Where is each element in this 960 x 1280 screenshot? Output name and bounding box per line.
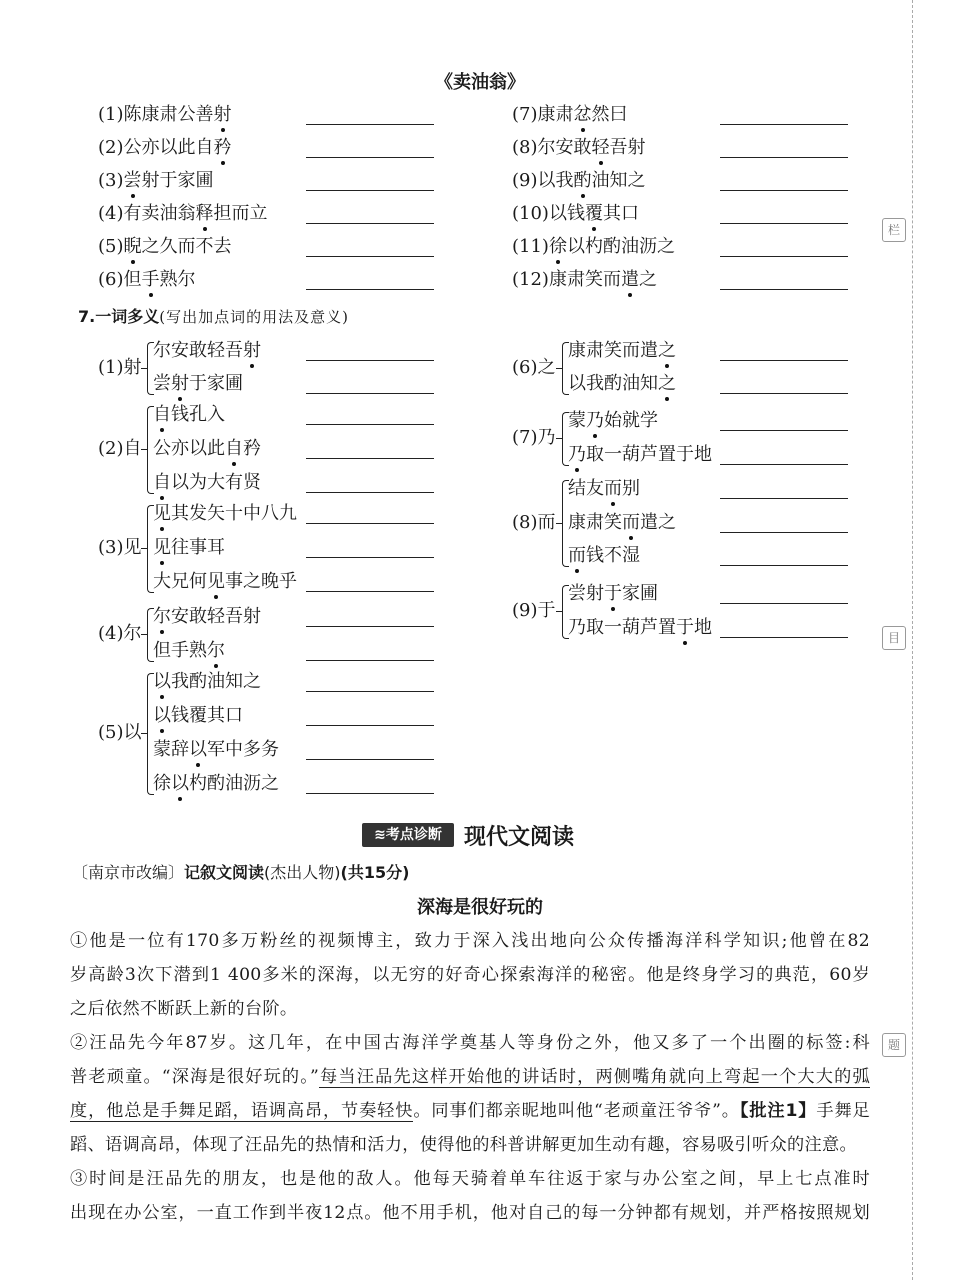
dotted-char: 乃 xyxy=(568,444,586,465)
paragraph-line: 岁高龄3次下潜到1 400多米的深海，以无穷的好奇心探索海洋的秘密。他是终身学习的典范，60岁 xyxy=(70,965,870,985)
text-pre: 蒙辞 xyxy=(153,739,189,760)
text-post: 于家圃 xyxy=(189,373,243,394)
text-post: 取一葫芦置于地 xyxy=(586,444,712,465)
answer-blank[interactable] xyxy=(720,603,848,604)
dotted-char: 徐 xyxy=(548,236,567,257)
answer-blank[interactable] xyxy=(306,793,434,794)
exam-point-banner: ≋考点诊断 xyxy=(362,823,454,847)
answer-blank[interactable] xyxy=(720,256,848,257)
dotted-char: 自 xyxy=(153,472,171,493)
dotted-char: 以 xyxy=(153,671,171,692)
dotted-char: 见 xyxy=(207,571,225,592)
text-pre: 尝 xyxy=(153,373,171,394)
group-item xyxy=(568,583,658,605)
text-pre: (7)康肃 xyxy=(512,104,574,125)
group-item xyxy=(568,512,676,534)
group-label: (8)而 xyxy=(512,511,556,533)
text-pre: 公亦以此 xyxy=(153,438,225,459)
text-post: 担而立 xyxy=(213,203,268,224)
group-item xyxy=(568,340,676,362)
group-item xyxy=(153,640,225,662)
answer-blank[interactable] xyxy=(720,637,848,638)
answer-blank[interactable] xyxy=(306,289,434,290)
essay-title: 深海是很好玩的 xyxy=(417,897,543,918)
dotted-char: 自 xyxy=(225,438,243,459)
dotted-char: 睨 xyxy=(123,236,142,257)
dotted-char: 之 xyxy=(658,340,676,361)
group-item xyxy=(568,444,712,466)
dotted-char: 于 xyxy=(604,583,622,604)
group-item xyxy=(153,438,261,460)
dotted-char: 以 xyxy=(171,773,189,794)
text-post: 事之晚乎 xyxy=(225,571,297,592)
dotted-char: 释 xyxy=(195,203,214,224)
dotted-char: 射 xyxy=(171,373,189,394)
answer-blank[interactable] xyxy=(720,157,848,158)
q6-left-item xyxy=(98,170,214,192)
q6-left-item xyxy=(98,203,268,225)
paragraph-line: 之后依然不断跃上新的台阶。 xyxy=(70,999,298,1019)
side-tab-3[interactable]: 题 xyxy=(882,1033,906,1057)
group-item xyxy=(568,478,640,500)
paragraph-line: 蹈、语调高昂，体现了汪品先的热情和活力，使得他的科普讲解更加生动有趣，容易吸引听众的注意。 xyxy=(70,1135,857,1155)
answer-blank[interactable] xyxy=(720,464,848,465)
text-pre: 蒙 xyxy=(568,410,586,431)
q6-right-item xyxy=(512,203,639,225)
q6-right-item xyxy=(512,104,628,126)
group-label: (5)以 xyxy=(98,722,142,743)
answer-blank[interactable] xyxy=(720,289,848,290)
poem-title: 《卖油翁》 xyxy=(435,72,525,93)
paragraph-line: 出现在办公室，一直工作到半夜12点。他不用手机，他对自己的每一分钟都有规划，并严格按照规划 xyxy=(70,1203,870,1223)
answer-blank[interactable] xyxy=(306,759,434,760)
text-post: 吾射 xyxy=(609,137,646,158)
text-post: 其口 xyxy=(602,203,639,224)
annotation-marker: 【批注1】 xyxy=(739,1101,817,1121)
text-pre: 康肃笑 xyxy=(568,512,622,533)
group-item xyxy=(153,340,261,362)
text-post: 钱覆其口 xyxy=(171,705,243,726)
group-label: (9)于 xyxy=(512,600,556,621)
answer-blank[interactable] xyxy=(720,360,848,361)
dotted-char: 以 xyxy=(153,705,171,726)
paragraph-line: ③时间是汪品先的朋友，也是他的敌人。他每天骑着单车往返于家与办公室之间，早上七点准时 xyxy=(70,1169,870,1189)
answer-blank[interactable] xyxy=(306,223,434,224)
text-post: 军中多务 xyxy=(207,739,279,760)
group-item xyxy=(153,671,261,693)
group-label: (7)乃 xyxy=(512,427,556,448)
text-post: 安敢轻吾射 xyxy=(171,606,261,627)
answer-blank[interactable] xyxy=(306,124,434,125)
group-item xyxy=(153,373,243,395)
group-item xyxy=(568,373,676,395)
text-pre: (12)康肃笑而 xyxy=(512,269,621,290)
q7-note: (写出加点词的用法及意义) xyxy=(159,308,349,326)
q7-heading xyxy=(78,304,349,327)
q6-right-item xyxy=(512,137,646,159)
text-pre: 康肃笑而遣 xyxy=(568,340,658,361)
dotted-char: 轻 xyxy=(591,137,610,158)
answer-blank[interactable] xyxy=(720,223,848,224)
text-pre: (10)以钱 xyxy=(512,203,585,224)
source-type: 记叙文阅读 xyxy=(184,863,265,882)
text-post: 往事耳 xyxy=(171,537,225,558)
text-post: 以为大有贤 xyxy=(171,472,261,493)
dotted-char: 而 xyxy=(622,512,640,533)
dotted-char: 乃 xyxy=(586,410,604,431)
text-post: 以杓酌油沥之 xyxy=(566,236,675,257)
text-post: 遣之 xyxy=(640,512,676,533)
group-item xyxy=(568,410,658,432)
text-post: 之 xyxy=(638,269,657,290)
side-tab-1[interactable]: 栏 xyxy=(882,218,906,242)
group-label: (6)之 xyxy=(512,356,556,378)
answer-blank[interactable] xyxy=(306,492,434,493)
text-pre: 结友 xyxy=(568,478,604,499)
q6-left-item xyxy=(98,137,232,159)
q6-right-item xyxy=(512,236,675,258)
answer-blank[interactable] xyxy=(306,458,434,459)
essay-body xyxy=(70,924,870,1230)
text-pre: (8)尔安敢 xyxy=(512,137,592,158)
answer-blank[interactable] xyxy=(306,360,434,361)
answer-blank[interactable] xyxy=(720,190,848,191)
q6-left-item xyxy=(98,104,232,126)
group-label: (4)尔 xyxy=(98,623,142,644)
brace-tip xyxy=(556,368,562,369)
text-post: 始就学 xyxy=(604,410,658,431)
answer-blank[interactable] xyxy=(306,725,434,726)
text-pre: 以我酌油知 xyxy=(568,373,658,394)
text-pre: 大兄何 xyxy=(153,571,207,592)
answer-blank[interactable] xyxy=(306,424,434,425)
text-post: 钱孔入 xyxy=(171,404,225,425)
source-topic: (杰出人物) xyxy=(264,863,341,882)
group-item xyxy=(153,571,297,593)
dotted-char: 酌 xyxy=(573,170,592,191)
text-pre: 但手熟 xyxy=(153,640,207,661)
source-origin: 〔南京市改编〕 xyxy=(72,863,185,882)
text-pre: (3) xyxy=(98,170,124,191)
brace-tip xyxy=(141,733,147,734)
dotted-char: 射 xyxy=(213,104,232,125)
answer-blank[interactable] xyxy=(306,691,434,692)
text-pre: (11) xyxy=(512,236,549,257)
text-post: 杓酌油沥之 xyxy=(189,773,279,794)
answer-blank[interactable] xyxy=(720,393,848,394)
group-item xyxy=(153,705,243,727)
answer-blank[interactable] xyxy=(720,498,848,499)
text-post: 别 xyxy=(622,478,640,499)
group-item xyxy=(153,537,225,559)
source-score: (共15分) xyxy=(340,863,410,882)
dotted-char: 自 xyxy=(153,404,171,425)
side-tab-2[interactable]: 目 xyxy=(882,626,906,650)
text-post: 熟尔 xyxy=(159,269,196,290)
dotted-char: 尝 xyxy=(123,170,142,191)
brace-tip xyxy=(141,634,147,635)
answer-blank[interactable] xyxy=(720,430,848,431)
brace-tip xyxy=(556,523,562,524)
text-pre: (1)陈康肃公善 xyxy=(98,104,214,125)
q7-number: 7. xyxy=(78,307,96,326)
p2-text: 。同事们都亲昵地叫他“老顽童汪爷爷”。 xyxy=(413,1101,740,1121)
dotted-char: 于 xyxy=(676,617,694,638)
group-item xyxy=(153,606,261,628)
dotted-char: 遣 xyxy=(620,269,639,290)
section-title: 现代文阅读 xyxy=(464,825,575,850)
text-post: 矜 xyxy=(243,438,261,459)
source-line xyxy=(72,860,409,883)
dotted-char: 手 xyxy=(141,269,160,290)
paragraph-line: ②汪品先今年87岁。这几年，在中国古海洋学奠基人等身份之外，他又多了一个出圈的标签:科 xyxy=(70,1033,870,1053)
text-pre: (5) xyxy=(98,236,124,257)
brace-tip xyxy=(141,548,147,549)
p2-text: 手舞足 xyxy=(816,1101,870,1121)
text-post: 家圃 xyxy=(622,583,658,604)
dotted-char: 而 xyxy=(568,545,586,566)
paragraph-line xyxy=(70,1094,870,1128)
text-pre: (6)但 xyxy=(98,269,142,290)
q6-right-item xyxy=(512,170,646,192)
group-item xyxy=(153,773,279,795)
answer-blank[interactable] xyxy=(306,190,434,191)
answer-blank[interactable] xyxy=(720,532,848,533)
group-item xyxy=(153,739,279,761)
answer-blank[interactable] xyxy=(306,660,434,661)
paragraph-line: ①他是一位有170多万粉丝的视频博主，致力于深入浅出地向公众传播海洋科学知识;他曾在82 xyxy=(70,931,870,951)
text-pre: (2)公亦以此自 xyxy=(98,137,214,158)
group-item xyxy=(153,472,261,494)
dotted-char: 矜 xyxy=(213,137,232,158)
answer-blank[interactable] xyxy=(720,124,848,125)
dotted-char: 见 xyxy=(153,537,171,558)
answer-blank[interactable] xyxy=(306,523,434,524)
p2-text: 普老顽童。“深海是很好玩的。” xyxy=(70,1067,320,1087)
underlined-sentence: 每当汪品先这样开始他的讲话时，两侧嘴角就向上弯起一个大大的弧 xyxy=(319,1067,870,1087)
group-label: (3)见 xyxy=(98,537,142,558)
text-post: 钱不湿 xyxy=(586,545,640,566)
text-pre: 尝射 xyxy=(568,583,604,604)
dotted-char: 而 xyxy=(604,478,622,499)
answer-blank[interactable] xyxy=(306,393,434,394)
dotted-char: 射 xyxy=(243,340,261,361)
text-post: 射于家圃 xyxy=(141,170,214,191)
dotted-char: 之 xyxy=(658,373,676,394)
dotted-char: 尔 xyxy=(153,606,171,627)
text-pre: 尔安敢轻吾 xyxy=(153,340,243,361)
group-label: (2)自 xyxy=(98,438,142,459)
brace-tip xyxy=(141,368,147,369)
dotted-char: 见 xyxy=(153,503,171,524)
text-post: 其发矢十中八九 xyxy=(171,503,297,524)
answer-blank[interactable] xyxy=(306,157,434,158)
group-item xyxy=(153,503,297,525)
answer-blank[interactable] xyxy=(306,256,434,257)
paragraph-line xyxy=(70,1060,870,1094)
group-item xyxy=(153,404,225,426)
text-post: 我酌油知之 xyxy=(171,671,261,692)
text-pre: 徐 xyxy=(153,773,171,794)
dotted-char: 覆 xyxy=(584,203,603,224)
text-pre: (4)有卖油翁 xyxy=(98,203,196,224)
group-item xyxy=(568,545,640,567)
answer-blank[interactable] xyxy=(306,626,434,627)
text-post: 油知之 xyxy=(591,170,646,191)
text-pre: 乃取一葫芦置 xyxy=(568,617,676,638)
q7-label: 一词多义 xyxy=(95,307,160,326)
dotted-char: 尔 xyxy=(207,640,225,661)
answer-blank[interactable] xyxy=(306,557,434,558)
text-post: 然曰 xyxy=(591,104,628,125)
answer-blank[interactable] xyxy=(306,591,434,592)
q6-left-item xyxy=(98,269,196,291)
underlined-sentence: 度，他总是手舞足蹈，语调高昂，节奏轻快 xyxy=(70,1101,414,1121)
brace-tip xyxy=(556,438,562,439)
text-pre: (9)以我 xyxy=(512,170,574,191)
dotted-char: 忿 xyxy=(573,104,592,125)
q6-left-item xyxy=(98,236,232,258)
brace-tip xyxy=(141,449,147,450)
text-post: 之久而不去 xyxy=(141,236,232,257)
dotted-char: 以 xyxy=(189,739,207,760)
answer-blank[interactable] xyxy=(720,565,848,566)
page-edge-dashed xyxy=(912,0,913,1280)
text-post: 地 xyxy=(694,617,712,638)
q6-right-item xyxy=(512,269,657,291)
group-label: (1)射 xyxy=(98,356,142,378)
brace-tip xyxy=(556,611,562,612)
group-item xyxy=(568,617,712,639)
